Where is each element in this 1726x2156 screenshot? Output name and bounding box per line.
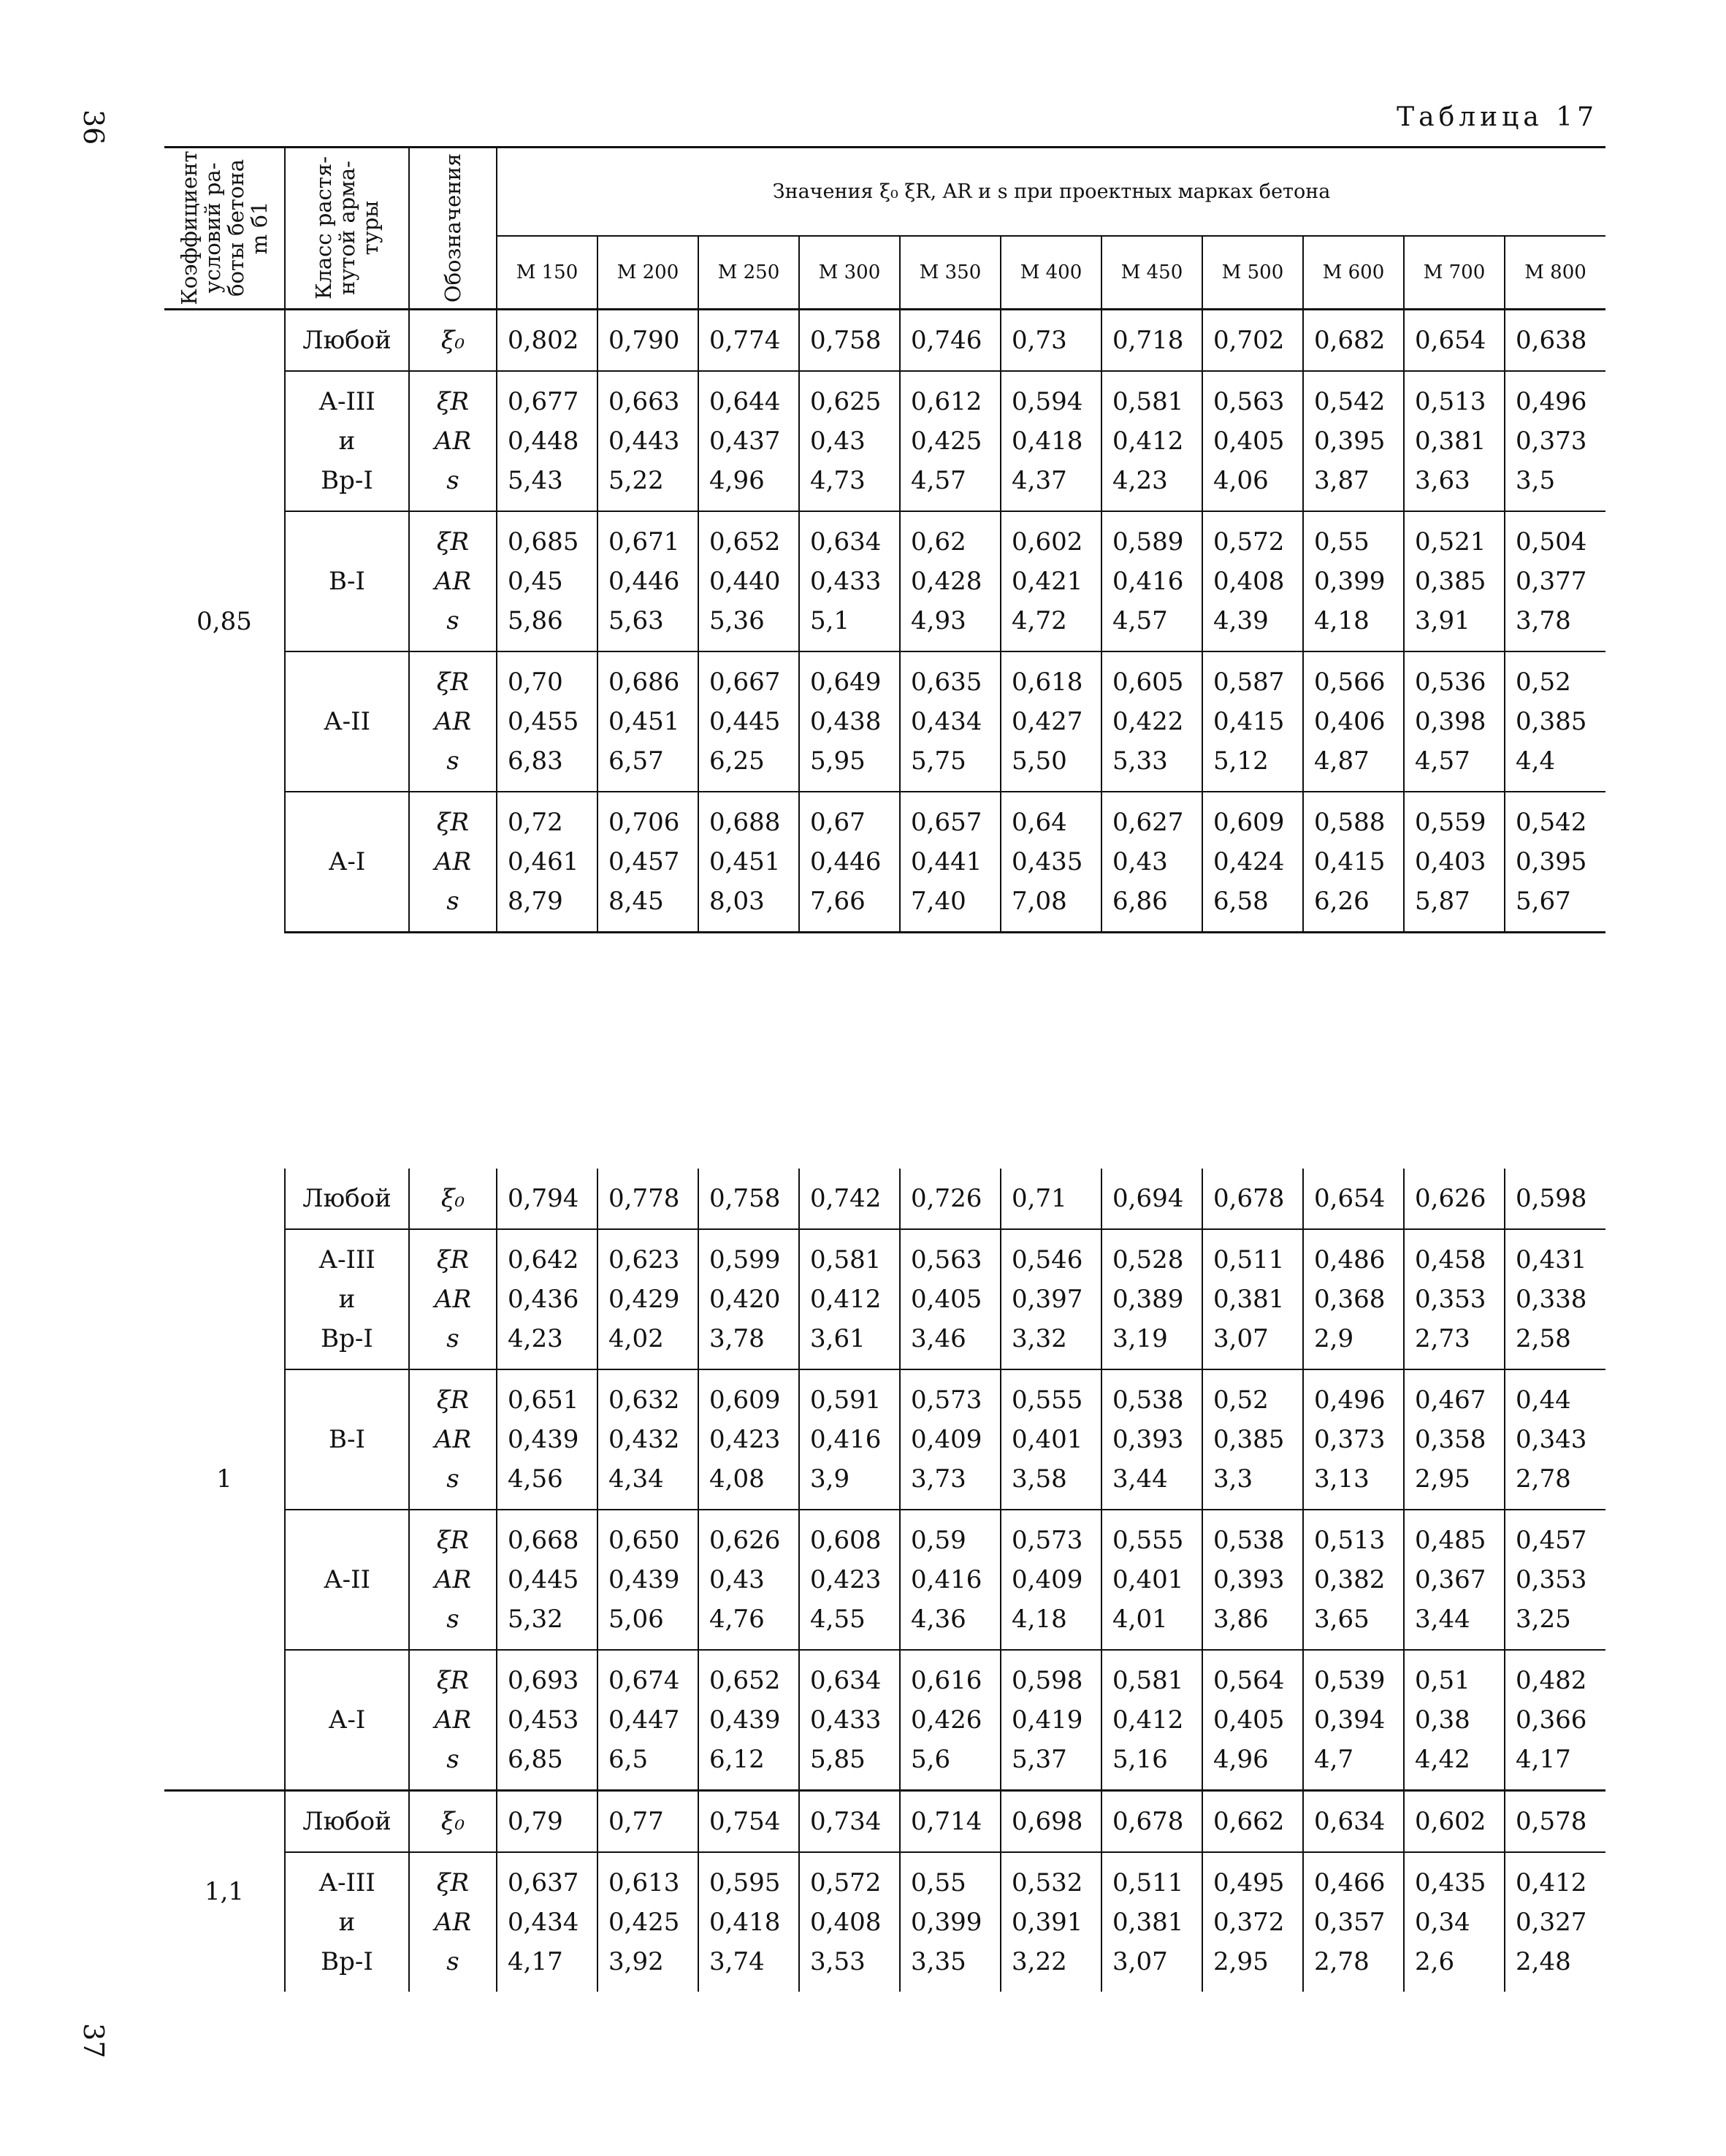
value-cell: 0,559 0,403 5,87 — [1404, 792, 1505, 933]
value-cell: 0,77 — [597, 1791, 698, 1853]
value-cell: 0,674 0,447 6,5 — [597, 1650, 698, 1791]
value-cell: 0,626 0,43 4,76 — [698, 1510, 799, 1650]
value-cell: 0,496 0,373 3,13 — [1303, 1369, 1404, 1510]
value-cell: 0,581 0,412 3,61 — [799, 1229, 900, 1369]
value-cell: 0,778 — [597, 1169, 698, 1229]
value-cell: 0,591 0,416 3,9 — [799, 1369, 900, 1510]
symbol-cell: ξR AR s — [409, 371, 497, 511]
value-cell: 0,504 0,377 3,78 — [1505, 511, 1605, 651]
value-cell: 0,609 0,424 6,58 — [1202, 792, 1303, 933]
value-cell: 0,623 0,429 4,02 — [597, 1229, 698, 1369]
rebar-class-cell: А-III и Вр-I — [285, 1229, 409, 1369]
header-rebar-class: Класс растя- нутой арма- туры — [285, 148, 409, 310]
table-row — [164, 1510, 1605, 1650]
value-cell: 0,618 0,427 5,50 — [1001, 651, 1101, 792]
value-cell: 0,758 — [799, 310, 900, 372]
value-cell: 0,79 — [497, 1791, 597, 1853]
rebar-class-cell: А-III и Вр-I — [285, 371, 409, 511]
value-cell: 0,595 0,418 3,74 — [698, 1852, 799, 1992]
table-row — [164, 1169, 1605, 1229]
header-grade: М 800 — [1505, 236, 1605, 310]
value-cell: 0,671 0,446 5,63 — [597, 511, 698, 651]
table-row — [164, 651, 1605, 792]
value-cell: 0,667 0,445 6,25 — [698, 651, 799, 792]
table-row — [164, 310, 1605, 372]
value-cell: 0,599 0,420 3,78 — [698, 1229, 799, 1369]
value-cell: 0,634 0,433 5,1 — [799, 511, 900, 651]
value-cell: 0,657 0,441 7,40 — [900, 792, 1001, 933]
rebar-class-cell: А-III и Вр-I — [285, 1852, 409, 1992]
value-cell: 0,51 0,38 4,42 — [1404, 1650, 1505, 1791]
symbol-cell: ξR AR s — [409, 1852, 497, 1992]
value-cell: 0,467 0,358 2,95 — [1404, 1369, 1505, 1510]
rebar-class-cell: Любой — [285, 310, 409, 372]
value-cell: 0,608 0,423 4,55 — [799, 1510, 900, 1650]
value-cell: 0,55 0,399 4,18 — [1303, 511, 1404, 651]
value-cell: 0,563 0,405 4,06 — [1202, 371, 1303, 511]
value-cell: 0,532 0,391 3,22 — [1001, 1852, 1101, 1992]
value-cell: 0,581 0,412 5,16 — [1101, 1650, 1202, 1791]
value-cell: 0,654 — [1404, 310, 1505, 372]
value-cell: 0,790 — [597, 310, 698, 372]
value-cell: 0,685 0,45 5,86 — [497, 511, 597, 651]
value-cell: 0,44 0,343 2,78 — [1505, 1369, 1605, 1510]
symbol-cell: ξR AR s — [409, 1650, 497, 1791]
value-cell: 0,652 0,439 6,12 — [698, 1650, 799, 1791]
value-cell: 0,64 0,435 7,08 — [1001, 792, 1101, 933]
rebar-class-cell: В-I — [285, 1369, 409, 1510]
value-cell: 0,588 0,415 6,26 — [1303, 792, 1404, 933]
header-grade: М 150 — [497, 236, 597, 310]
value-cell: 0,52 0,385 4,4 — [1505, 651, 1605, 792]
table-row — [164, 1791, 1605, 1853]
header-values-span: Значения ξ₀ ξR, AR и s при проектных марках бетона — [497, 148, 1605, 236]
value-cell: 0,612 0,425 4,57 — [900, 371, 1001, 511]
value-cell: 0,698 — [1001, 1791, 1101, 1853]
data-table-page-36 — [164, 148, 1605, 933]
value-cell: 0,668 0,445 5,32 — [497, 1510, 597, 1650]
value-cell: 0,662 — [1202, 1791, 1303, 1853]
table-row — [164, 511, 1605, 651]
header-grade: М 300 — [799, 236, 900, 310]
value-cell: 0,589 0,416 4,57 — [1101, 511, 1202, 651]
value-cell: 0,495 0,372 2,95 — [1202, 1852, 1303, 1992]
symbol-cell: ξR AR s — [409, 511, 497, 651]
value-cell: 0,652 0,440 5,36 — [698, 511, 799, 651]
value-cell: 0,70 0,455 6,83 — [497, 651, 597, 792]
value-cell: 0,678 — [1101, 1791, 1202, 1853]
data-table-page-37 — [164, 1169, 1605, 1992]
value-cell: 0,542 0,395 3,87 — [1303, 371, 1404, 511]
value-cell: 0,511 0,381 3,07 — [1202, 1229, 1303, 1369]
value-cell: 0,573 0,409 3,73 — [900, 1369, 1001, 1510]
value-cell: 0,627 0,43 6,86 — [1101, 792, 1202, 933]
value-cell: 0,644 0,437 4,96 — [698, 371, 799, 511]
value-cell: 0,613 0,425 3,92 — [597, 1852, 698, 1992]
value-cell: 0,734 — [799, 1791, 900, 1853]
value-cell: 0,538 0,393 3,86 — [1202, 1510, 1303, 1650]
table-row — [164, 371, 1605, 511]
value-cell: 0,485 0,367 3,44 — [1404, 1510, 1505, 1650]
value-cell: 0,572 0,408 4,39 — [1202, 511, 1303, 651]
value-cell: 0,758 — [698, 1169, 799, 1229]
value-cell: 0,649 0,438 5,95 — [799, 651, 900, 792]
value-cell: 0,73 — [1001, 310, 1101, 372]
value-cell: 0,694 — [1101, 1169, 1202, 1229]
value-cell: 0,650 0,439 5,06 — [597, 1510, 698, 1650]
value-cell: 0,482 0,366 4,17 — [1505, 1650, 1605, 1791]
table-row — [164, 1229, 1605, 1369]
value-cell: 0,702 — [1202, 310, 1303, 372]
value-cell: 0,632 0,432 4,34 — [597, 1369, 698, 1510]
value-cell: 0,718 — [1101, 310, 1202, 372]
value-cell: 0,774 — [698, 310, 799, 372]
value-cell: 0,598 — [1516, 1184, 1587, 1213]
table-row — [164, 1650, 1605, 1791]
rebar-class-cell: В-I — [285, 511, 409, 651]
value-cell: 0,578 — [1505, 1791, 1605, 1853]
value-cell: 0,651 0,439 4,56 — [497, 1369, 597, 1510]
value-cell: 0,602 — [1404, 1791, 1505, 1853]
value-cell: 0,802 — [497, 310, 597, 372]
value-cell: 0,602 0,421 4,72 — [1001, 511, 1101, 651]
value-cell: 0,587 0,415 5,12 — [1202, 651, 1303, 792]
header-symbols: Обозначения — [409, 148, 497, 310]
value-cell: 0,72 0,461 8,79 — [497, 792, 597, 933]
header-coefficient: Коэффициент условий ра- боты бетона m б1 — [164, 148, 285, 310]
header-grade: М 350 — [900, 236, 1001, 310]
rebar-class-cell: А-I — [285, 1650, 409, 1791]
value-cell: 0,542 0,395 5,67 — [1505, 792, 1605, 933]
value-cell: 0,594 0,418 4,37 — [1001, 371, 1101, 511]
rebar-class-cell: А-II — [285, 651, 409, 792]
symbol-cell: ξ₀ — [409, 1791, 497, 1853]
table-row — [164, 1369, 1605, 1510]
value-cell: 0,581 0,412 4,23 — [1101, 371, 1202, 511]
symbol-cell: ξ₀ — [409, 310, 497, 372]
value-cell: 0,536 0,398 4,57 — [1404, 651, 1505, 792]
coefficient-cell: 0,85 — [164, 310, 285, 933]
value-cell: 0,539 0,394 4,7 — [1303, 1650, 1404, 1791]
value-cell: 0,794 — [497, 1169, 597, 1229]
value-cell: 0,642 0,436 4,23 — [497, 1229, 597, 1369]
rebar-class-cell: А-II — [285, 1510, 409, 1650]
value-cell: 0,555 0,401 3,58 — [1001, 1369, 1101, 1510]
symbol-cell: ξR AR s — [409, 651, 497, 792]
value-cell: 0,638 — [1516, 326, 1587, 355]
value-cell: 0,742 — [799, 1169, 900, 1229]
header-grade: М 250 — [698, 236, 799, 310]
page-number-top: 36 — [77, 110, 110, 145]
value-cell: 0,486 0,368 2,9 — [1303, 1229, 1404, 1369]
value-cell: 0,616 0,426 5,6 — [900, 1650, 1001, 1791]
value-cell: 0,706 0,457 8,45 — [597, 792, 698, 933]
table-row — [164, 792, 1605, 933]
value-cell: 0,746 — [900, 310, 1001, 372]
value-cell: 0,52 0,385 3,3 — [1202, 1369, 1303, 1510]
value-cell: 0,546 0,397 3,32 — [1001, 1229, 1101, 1369]
value-cell: 0,686 0,451 6,57 — [597, 651, 698, 792]
value-cell: 0,457 0,353 3,25 — [1505, 1510, 1605, 1650]
symbol-cell: ξR AR s — [409, 1369, 497, 1510]
value-cell: 0,458 0,353 2,73 — [1404, 1229, 1505, 1369]
value-cell: 0,654 — [1303, 1169, 1404, 1229]
value-cell: 0,678 — [1202, 1169, 1303, 1229]
value-cell: 0,693 0,453 6,85 — [497, 1650, 597, 1791]
value-cell: 0,634 — [1303, 1791, 1404, 1853]
value-cell: 0,563 0,405 3,46 — [900, 1229, 1001, 1369]
rebar-class-cell: Любой — [285, 1791, 409, 1853]
value-cell: 0,412 0,327 2,48 — [1505, 1852, 1605, 1992]
value-cell: 0,637 0,434 4,17 — [497, 1852, 597, 1992]
value-cell: 0,625 0,43 4,73 — [799, 371, 900, 511]
symbol-cell: ξR AR s — [409, 1229, 497, 1369]
value-cell: 0,688 0,451 8,03 — [698, 792, 799, 933]
rebar-class-cell: Любой — [285, 1169, 409, 1229]
rebar-class-cell: А-I — [285, 792, 409, 933]
value-cell: 0,634 0,433 5,85 — [799, 1650, 900, 1791]
value-cell: 0,528 0,389 3,19 — [1101, 1229, 1202, 1369]
header-grade: М 500 — [1202, 236, 1303, 310]
value-cell: 0,573 0,409 4,18 — [1001, 1510, 1101, 1650]
symbol-cell: ξ₀ — [409, 1169, 497, 1229]
value-cell: 0,626 — [1404, 1169, 1505, 1229]
value-cell: 0,511 0,381 3,07 — [1101, 1852, 1202, 1992]
value-cell: 0,564 0,405 4,96 — [1202, 1650, 1303, 1791]
value-cell: 0,714 — [900, 1791, 1001, 1853]
value-cell: 0,682 — [1303, 310, 1404, 372]
value-cell: 0,555 0,401 4,01 — [1101, 1510, 1202, 1650]
value-cell: 0,605 0,422 5,33 — [1101, 651, 1202, 792]
value-cell: 0,59 0,416 4,36 — [900, 1510, 1001, 1650]
value-cell: 0,513 0,381 3,63 — [1404, 371, 1505, 511]
value-cell: 0,513 0,382 3,65 — [1303, 1510, 1404, 1650]
value-cell: 0,435 0,34 2,6 — [1404, 1852, 1505, 1992]
value-cell: 0,62 0,428 4,93 — [900, 511, 1001, 651]
value-cell: 0,466 0,357 2,78 — [1303, 1852, 1404, 1992]
value-cell: 0,55 0,399 3,35 — [900, 1852, 1001, 1992]
value-cell: 0,431 0,338 2,58 — [1505, 1229, 1605, 1369]
table-row — [164, 1852, 1605, 1992]
value-cell: 0,609 0,423 4,08 — [698, 1369, 799, 1510]
value-cell: 0,635 0,434 5,75 — [900, 651, 1001, 792]
value-cell: 0,572 0,408 3,53 — [799, 1852, 900, 1992]
header-grade: М 200 — [597, 236, 698, 310]
header-grade: М 400 — [1001, 236, 1101, 310]
value-cell: 0,566 0,406 4,87 — [1303, 651, 1404, 792]
symbol-cell: ξR AR s — [409, 792, 497, 933]
value-cell: 0,538 0,393 3,44 — [1101, 1369, 1202, 1510]
header-grade: М 450 — [1101, 236, 1202, 310]
value-cell: 0,521 0,385 3,91 — [1404, 511, 1505, 651]
value-cell: 0,726 — [900, 1169, 1001, 1229]
page-number-bottom: 37 — [77, 2023, 110, 2059]
symbol-cell: ξR AR s — [409, 1510, 497, 1650]
header-grade: М 700 — [1404, 236, 1505, 310]
value-cell: 0,598 0,419 5,37 — [1001, 1650, 1101, 1791]
value-cell: 0,496 0,373 3,5 — [1505, 371, 1605, 511]
header-grade: М 600 — [1303, 236, 1404, 310]
coefficient-cell: 1 — [164, 1169, 285, 1791]
value-cell: 0,754 — [698, 1791, 799, 1853]
value-cell: 0,71 — [1001, 1169, 1101, 1229]
coefficient-cell: 1,1 — [164, 1791, 285, 1992]
table-caption: Таблица 17 — [1397, 102, 1598, 132]
value-cell: 0,67 0,446 7,66 — [799, 792, 900, 933]
value-cell: 0,663 0,443 5,22 — [597, 371, 698, 511]
value-cell: 0,677 0,448 5,43 — [497, 371, 597, 511]
